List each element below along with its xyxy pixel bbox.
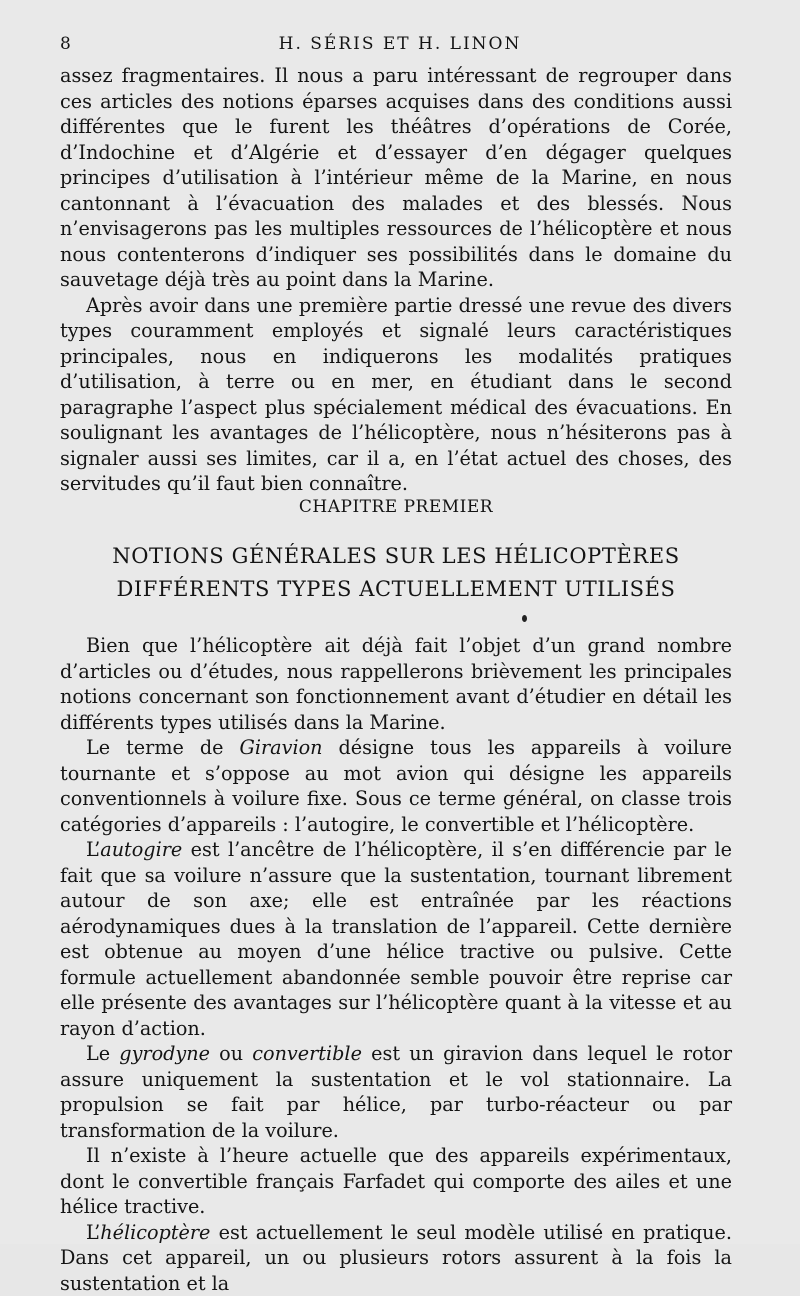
term-gyrodyne: gyrodyne (119, 1042, 210, 1065)
ornament-dot (522, 615, 527, 622)
chapter-label: CHAPITRE PREMIER (60, 497, 732, 517)
chapter-title-line-2: DIFFÉRENTS TYPES ACTUELLEMENT UTILISÉS (60, 573, 732, 606)
body-paragraph: Le gyrodyne ou convertible est un giravion dans lequel le rotor assure uniquement la sustentation et le vol stationnaire. La propulsion se fait par hélice, par turbo-réacteur ou par transformation de la voilure. (60, 1041, 732, 1143)
chapter-body (60, 633, 732, 1296)
term-autogire: autogire (100, 838, 182, 861)
intro-paragraph: Après avoir dans une première partie dressé une revue des divers types couramment employés et signalé leurs caractéristiques principales, nous en indiquerons les modalités pratiques d’utilisation, à terre ou en mer, en étudiant dans le second paragraphe l’aspect plus spécialement médical des évacuations. En soulignant les avantages de l’hélicoptère, nous n’hésiterons pas à signaler aussi ses limites, car il a, en l’état actuel des choses, des servitudes qu’il faut bien connaître. (60, 293, 732, 497)
page-number: 8 (60, 34, 72, 54)
intro-paragraph: assez fragmentaires. Il nous a paru intéressant de regrouper dans ces articles des notions éparses acquises dans des conditions aussi différentes que le furent les théâtres d’opérations de Corée, d’Indochine et d’Algérie et d’essayer d’en dégager quelques principes d’utilisation à l’intérieur même de la Marine, en nous cantonnant à l’évacuation des malades et des blessés. Nous n’envisagerons pas les multiples ressources de l’hélicoptère et nous nous contenterons d’indiquer ses possibilités dans le domaine du sauvetage déjà très au point dans la Marine. (60, 63, 732, 293)
body-paragraph: Le terme de Giravion désigne tous les appareils à voilure tournante et s’oppose au mot avion qui désigne les appareils conventionnels à voilure fixe. Sous ce terme général, on classe trois catégories d’appareils : l’autogire, le convertible et l’hélicoptère. (60, 735, 732, 837)
body-paragraph: L’hélicoptère est actuellement le seul modèle utilisé en pratique. Dans cet appareil, un ou plusieurs rotors assurent à la fois la sustentation et la (60, 1220, 732, 1296)
term-giravion: Giravion (240, 736, 323, 759)
body-paragraph: Bien que l’hélicoptère ait déjà fait l’objet d’un grand nombre d’articles ou d’études, nous rappellerons brièvement les principales notions concernant son fonctionnement avant d’étudier en détail les différents types utilisés dans la Marine. (60, 633, 732, 735)
intro-text (60, 63, 732, 497)
term-convertible: convertible (252, 1042, 362, 1065)
body-paragraph: L’autogire est l’ancêtre de l’hélicoptère, il s’en différencie par le fait que sa voilure n’assure que la sustentation, tournant librement autour de son axe; elle est entraînée par les réactions aérodynamiques dues à la translation de l’appareil. Cette dernière est obtenue au moyen d’une hélice tractive ou pulsive. Cette formule actuellement abandonnée semble pouvoir être reprise car elle présente des avantages sur l’hélicoptère quant à la vitesse et au rayon d’action. (60, 837, 732, 1041)
chapter-title-line-1: NOTIONS GÉNÉRALES SUR LES HÉLICOPTÈRES (60, 540, 732, 573)
running-head (60, 34, 740, 58)
term-helicoptere: hélicoptère (100, 1221, 210, 1244)
chapter-title (60, 540, 732, 606)
running-head-authors: H. SÉRIS ET H. LINON (60, 34, 740, 54)
body-paragraph: Il n’existe à l’heure actuelle que des appareils expérimentaux, dont le convertible français Farfadet qui comporte des ailes et une hélice tractive. (60, 1143, 732, 1220)
